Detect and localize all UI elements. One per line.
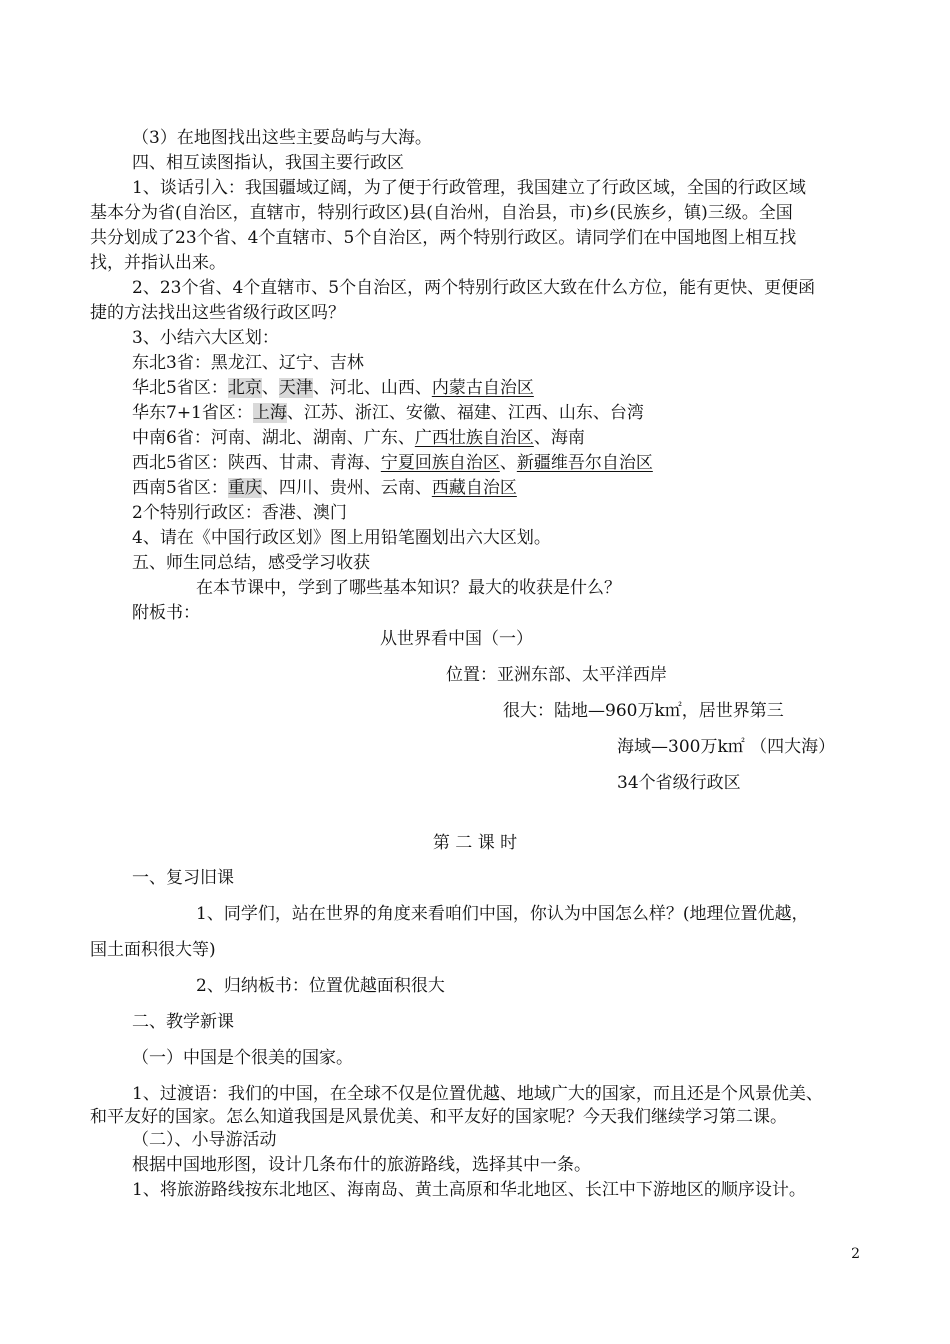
separator: 、 — [261, 378, 279, 398]
text-line: 2个特别行政区：香港、澳门 — [132, 503, 347, 523]
text-line: （二）、小导游活动 — [132, 1130, 277, 1150]
section-heading: 五、师生同总结，感受学习收获 — [132, 553, 370, 573]
region-label: 西南5省区： — [132, 478, 228, 498]
region-northwest — [132, 451, 653, 475]
text-line: 附板书： — [132, 603, 200, 623]
highlighted-city: 天津 — [278, 378, 313, 398]
text-line: 共分划成了23个省、4个直辖市、5个自治区，两个特别行政区。请同学们在中国地图上相互找 — [90, 228, 797, 248]
text-line: 找，并指认出来。 — [90, 253, 226, 273]
text-line: 基本分为省(自治区，直辖市，特别行政区)县(自治州，自治县，市)乡(民族乡，镇)三级。全国 — [90, 203, 793, 223]
text-line: 和平友好的国家。怎么知道我国是风景优美、和平友好的国家呢？今天我们继续学习第二课。 — [90, 1107, 787, 1127]
text-line: 捷的方法找出这些省级行政区吗？ — [90, 303, 345, 323]
region-northeast: 东北3省：黑龙江、辽宁、吉林 — [132, 353, 364, 373]
region-central-south — [132, 426, 585, 450]
region-north — [132, 376, 534, 400]
text-line: 1、谈话引入：我国疆域辽阔，为了便于行政管理，我国建立了行政区域，全国的行政区域 — [132, 178, 806, 198]
region-east — [132, 401, 644, 425]
board-line: 34个省级行政区 — [617, 773, 741, 793]
underlined-region: 新疆维吾尔自治区 — [516, 453, 653, 473]
region-text: 、河北、山西、 — [312, 378, 432, 398]
section-heading: 四、相互读图指认，我国主要行政区 — [132, 153, 404, 173]
separator: 、 — [499, 453, 517, 473]
region-southwest — [132, 476, 517, 500]
text-line: 2、归纳板书：位置优越面积很大 — [196, 976, 445, 996]
highlighted-city: 上海 — [252, 403, 287, 423]
board-line: 位置：亚洲东部、太平洋西岸 — [446, 665, 667, 685]
region-label: 西北5省区：陕西、甘肃、青海、 — [132, 453, 381, 473]
section-heading: 一、复习旧课 — [132, 868, 234, 888]
underlined-region: 广西壮族自治区 — [414, 428, 534, 448]
board-line: 海域—300万k㎡ （四大海） — [617, 737, 836, 757]
text-line: 1、将旅游路线按东北地区、海南岛、黄土高原和华北地区、长江中下游地区的顺序设计。 — [132, 1180, 806, 1200]
text-line: 1、同学们，站在世界的角度来看咱们中国，你认为中国怎么样？(地理位置优越， — [196, 904, 809, 924]
underlined-region: 内蒙古自治区 — [431, 378, 534, 398]
text-line: 根据中国地形图，设计几条布什的旅游路线，选择其中一条。 — [132, 1155, 591, 1175]
region-label: 中南6省：河南、湖北、湖南、广东、 — [132, 428, 415, 448]
section-heading: 二、教学新课 — [132, 1012, 234, 1032]
text-line: （3）在地图找出这些主要岛屿与大海。 — [132, 128, 432, 148]
text-line: 2、23个省、4个直辖市、5个自治区，两个特别行政区大致在什么方位，能有更快、更便函 — [132, 278, 816, 298]
lesson-heading: 第 二 课 时 — [432, 833, 518, 853]
text-line: 1、过渡语：我们的中国，在全球不仅是位置优越、地域广大的国家，而且还是个风景优美、 — [132, 1084, 823, 1104]
board-title: 从世界看中国（一） — [380, 629, 533, 649]
underlined-region: 西藏自治区 — [431, 478, 517, 498]
text-line: （一）中国是个很美的国家。 — [132, 1048, 353, 1068]
region-label: 华北5省区： — [132, 378, 228, 398]
text-line: 3、小结六大区划： — [132, 328, 279, 348]
text-line: 国土面积很大等) — [90, 940, 216, 960]
text-line: 在本节课中，学到了哪些基本知识？最大的收获是什么？ — [196, 578, 621, 598]
region-text: 、海南 — [533, 428, 585, 448]
underlined-region: 宁夏回族自治区 — [380, 453, 500, 473]
region-label: 华东7+1省区： — [132, 403, 253, 423]
highlighted-city: 重庆 — [227, 478, 262, 498]
region-text: 、四川、贵州、云南、 — [261, 478, 432, 498]
page-number: 2 — [851, 1246, 860, 1262]
text-line: 4、请在《中国行政区划》图上用铅笔圈划出六大区划。 — [132, 528, 551, 548]
board-line: 很大：陆地—960万k㎡，居世界第三 — [503, 701, 784, 721]
highlighted-city: 北京 — [227, 378, 262, 398]
region-text: 、江苏、浙江、安徽、福建、江西、山东、台湾 — [286, 403, 644, 423]
